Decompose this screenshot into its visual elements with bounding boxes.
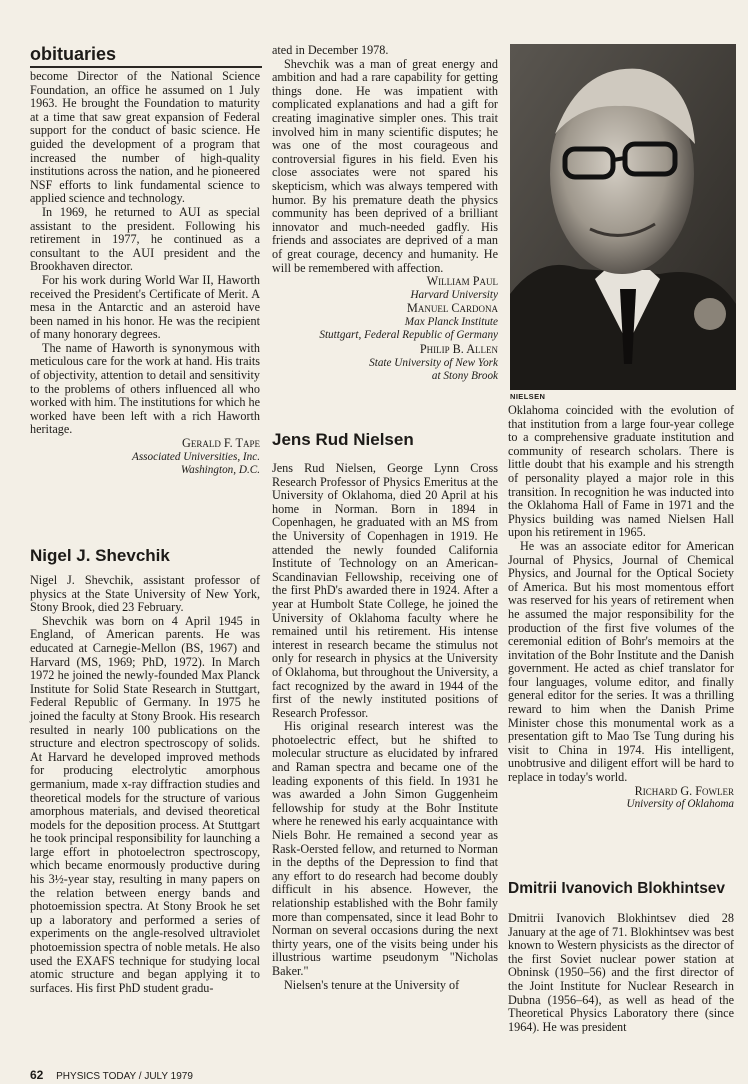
signature-affiliation: Washington, D.C. <box>180 464 260 477</box>
nielsen-continued-text <box>508 404 734 812</box>
signature-block <box>272 275 498 384</box>
paragraph: He was an associate editor for American Journal of Physics, Journal of Chemical Physics, and Journal for the Optical Society of America. But his most momentous effort was reserved for his years of retirement when he assumed the major responsibility for the production of the first five volumes of the ceremonial edition of Bohr's memoirs at the invitation of the Bohr Institute and the Danish government. He acted as chief translator for four languages, volume editor, and finally general editor for the series. It was a thrilling reward to him when the Danish Prime Minister chose this monumental work as a presentation gift to Mao Tse Tung during his visit to China in 1974. His intelligent, unobtrusive and diligent effort will be hard to replace in today's world. <box>508 538 734 785</box>
paragraph: become Director of the National Science Foundation, an office he assumed on 1 July 1963. He brought the Foundation to maturity at a time that saw great expansion of Federal support for the conduct of basic science. He guided the development of a program that increased the number of high-quality institutions across the nation, and he pioneered NSF efforts to link fundamental science to applied science and technology. <box>30 69 260 206</box>
shevchik-heading: Nigel J. Shevchik <box>30 546 170 565</box>
paragraph: ated in December 1978. <box>272 43 389 57</box>
paragraph: His original research interest was the photoelectric effect, but he shifted to molecular structure as elucidated by infrared and Raman spectra and became one of the leading exponents of this field. In 1931 he was awarded a John Simon Guggenheim fellowship for study at the Bohr Institute where he renewed his early acquaintance with Niels Bohr. He remained a second year as Rask-Oersted fellow, and returned to Norman in the depths of the Depression to find that any effort to do research had become doubly difficult in his absence. However, the relationship established with the Bohr family more than compensated, since it lead Bohr to Norman on several occasions during the next thirty years, one of the visits being under his illustrious wartime pseudonym "Nicholas Baker." <box>272 719 498 978</box>
signature-affiliation: at Stony Brook <box>431 370 498 383</box>
blokhintsev-obituary-text <box>508 912 734 1034</box>
shevchik-continued-text <box>272 44 498 384</box>
signature-name: Richard G. Fowler <box>634 783 734 798</box>
journal-issue: PHYSICS TODAY / JULY 1979 <box>56 1071 193 1082</box>
section-rule <box>30 66 262 68</box>
signature-affiliation: Max Planck Institute <box>404 315 498 328</box>
page-footer <box>30 1068 193 1082</box>
nielsen-obituary-text <box>272 462 498 992</box>
paragraph: Oklahoma coincided with the evolution of that institution from a large four-year college to a comprehensive graduate institution and community of research scholars. There is little doubt that his example and his strength of personality played a major role in this transition. In recognition he was inducted into the Oklahoma Hall of Fame in 1971 and the Physics building was named Nielsen Hall upon his retirement in 1965. <box>508 403 734 540</box>
blokhintsev-heading: Dmitrii Ivanovich Blokhintsev <box>508 880 726 897</box>
paragraph: Dmitrii Ivanovich Blokhintsev died 28 January at the age of 71. Blokhintsev was best known to Western physicists as the director of the first Soviet nuclear power station at Obninsk (1950–56) and the first director of the Joint Institute for Nuclear Research in Dubna (1956–64), as well as head of the Theoretical Physics Laboratory there (since 1964). He was president <box>508 911 734 1034</box>
nielsen-heading: Jens Rud Nielsen <box>272 430 414 449</box>
section-label: obituaries <box>30 44 117 64</box>
page-number: 62 <box>30 1068 44 1082</box>
paragraph: Nielsen's tenure at the University of <box>284 977 460 992</box>
signature-block <box>508 785 734 812</box>
paragraph: The name of Haworth is synonymous with meticulous care for the work at hand. His traits of objectivity, attention to detail and sensitivity to the problems of others influenced all who worked with him. The institutions for which he worked have been left with a rich Haworth heritage. <box>30 340 260 437</box>
signature-name: Philip B. Allen <box>419 342 498 357</box>
signature-name: Gerald F. Tape <box>182 436 260 451</box>
paragraph: Nigel J. Shevchik, assistant professor of physics at the State University of New York, Stony Brook, died 23 February. <box>30 573 260 615</box>
signature-affiliation: Associated Universities, Inc. <box>131 450 260 463</box>
signature-name: William Paul <box>426 274 498 289</box>
signature-affiliation: Harvard University <box>410 288 498 301</box>
nielsen-portrait-photo <box>510 44 736 390</box>
paragraph: Jens Rud Nielsen, George Lynn Cross Research Professor of Physics Emeritus at the University of Oklahoma, died 20 April at his home in Norman. Born in 1894 in Copenhagen, he graduated with an MS from the University of Copenhagen in 1919. He attended the newly founded California Institute of Technology on an American-Scandinavian Fellowship, receiving one of the first PhD's awarded there in 1924. After a year at Humbolt State College, he joined the University of Oklahoma faculty where he remained until his retirement. His intense interest in research became the stimulus not only for research in physics at the University of Oklahoma, but throughout the University, a fact recognized by the award in 1944 of the first of the newly instituted positions of Research Professor. <box>272 461 498 720</box>
signature-affiliation: State University of New York <box>369 356 498 369</box>
signature-affiliation: University of Oklahoma <box>626 798 734 811</box>
paragraph: Shevchik was born on 4 April 1945 in England, of American parents. He was educated at Carnegie-Mellon (BS, 1967) and Harvard (MS, 1969; PhD, 1972). In March 1972 he joined the newly-founded Max Planck Institute for Solid State Research in Stuttgart, Federal Republic of Germany. In 1975 he joined the faculty at Stony Brook. His research resulted in nearly 100 publications on the structure and electron spectroscopy of solids. At Harvard he developed improved methods for producing electrolytic amorphous germanium, made x-ray diffraction studies and theoretical models for the structure of various amorphous materials, and devised theoretical models for the deposition process. At Stuttgart he took principal responsibility for launching a large effort in photoelectron spectroscopy, which became enormously productive during his 3½-year stay, resulting in many papers on the relation between energy bands and photoemission spectra. At Stony Brook he set up a laboratory and performed a series of experiments on the angle-resolved ultraviolet photoemission spectra of noble metals. He also used the EXAFS technique for studying local atomic structure and began applying it to surfaces. His first PhD student gradu- <box>30 613 260 995</box>
signature-block <box>30 437 260 478</box>
haworth-obituary-text <box>30 70 260 478</box>
portrait-illustration <box>510 44 736 390</box>
signature-name: Manuel Cardona <box>406 301 498 316</box>
paragraph: For his work during World War II, Haworth received the President's Certificate of Merit. A mesa in the Antarctic and an asteroid have been named in his honor. He was the recipient of many honorary degrees. <box>30 272 260 342</box>
shevchik-obituary-text <box>30 574 260 995</box>
paragraph: Shevchik was a man of great energy and ambition and had a rare capability for getting things done. He was impatient with complicated explanations and had a gift for creating imaginative simpler ones. This trait involved him in many scientific disputes; he was one of the most courageous and controversial figures in his field. Even his close associates were not spared his skepticism, which was always tempered with humor. By his premature death the physics community has been deprived of a brilliant innovator and much-needed gadfly. His friends and associates are deprived of a man of great courage, decency and humanity. He will be remembered with affection. <box>272 56 498 275</box>
photo-caption: NIELSEN <box>510 392 546 401</box>
signature-affiliation: Stuttgart, Federal Republic of Germany <box>319 329 498 342</box>
paragraph: In 1969, he returned to AUI as special assistant to the president. Following his retirement in 1977, he continued as a consultant to the AUI president and the Brookhaven director. <box>30 204 260 274</box>
